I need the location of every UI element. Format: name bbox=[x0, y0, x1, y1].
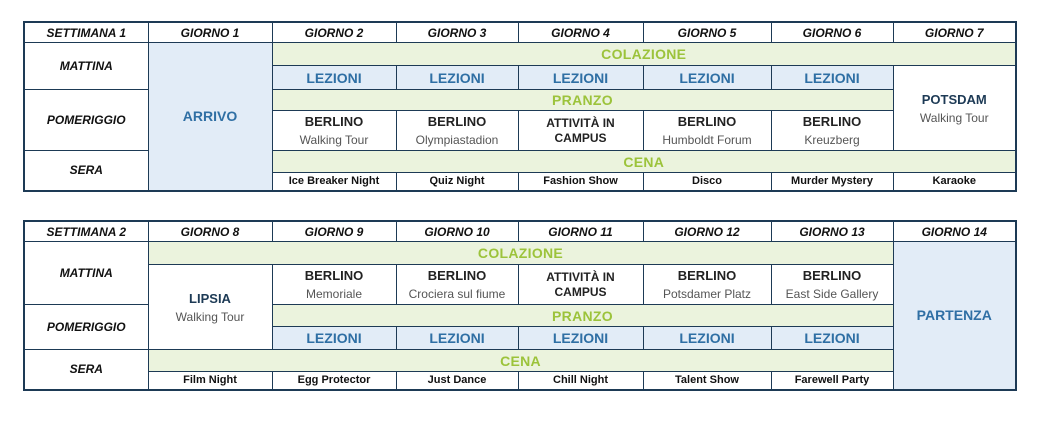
row-label-morning: MATTINA bbox=[24, 43, 148, 90]
day-header: GIORNO 7 bbox=[893, 22, 1016, 43]
day-header: GIORNO 6 bbox=[771, 22, 893, 43]
arrival-cell: ARRIVO bbox=[148, 43, 272, 191]
lessons-cell: LEZIONI bbox=[643, 66, 771, 90]
campus-activity-cell bbox=[518, 111, 643, 151]
activity-cell bbox=[272, 265, 396, 305]
week-label: SETTIMANA 2 bbox=[24, 221, 148, 242]
week-1-schedule-table bbox=[23, 21, 1017, 192]
activity-title-line-2: CAMPUS bbox=[554, 130, 607, 145]
activity-cell bbox=[643, 265, 771, 305]
activity-title: BERLINO bbox=[304, 113, 364, 129]
week-label: SETTIMANA 1 bbox=[24, 22, 148, 43]
activity-cell bbox=[771, 265, 893, 305]
week-2-schedule-table bbox=[23, 220, 1017, 391]
activity-title: BERLINO bbox=[427, 113, 487, 129]
activity-title: BERLINO bbox=[677, 267, 737, 283]
lessons-cell: LEZIONI bbox=[771, 66, 893, 90]
dinner-cell: CENA bbox=[148, 350, 893, 372]
lessons-cell: LEZIONI bbox=[396, 66, 518, 90]
day-header: GIORNO 2 bbox=[272, 22, 396, 43]
campus-activity-cell bbox=[518, 265, 643, 305]
evening-event-cell: Farewell Party bbox=[771, 372, 893, 390]
activity-title: BERLINO bbox=[802, 267, 862, 283]
activity-cell bbox=[396, 111, 518, 151]
day-header: GIORNO 13 bbox=[771, 221, 893, 242]
row-label-afternoon: POMERIGGIO bbox=[24, 90, 148, 151]
day-8-trip-cell bbox=[148, 265, 272, 350]
row-label-evening: SERA bbox=[24, 151, 148, 191]
evening-event-cell: Egg Protector bbox=[272, 372, 396, 390]
day-header: GIORNO 5 bbox=[643, 22, 771, 43]
evening-event-cell: Just Dance bbox=[396, 372, 518, 390]
lessons-cell: LEZIONI bbox=[643, 327, 771, 350]
evening-event-cell: Talent Show bbox=[643, 372, 771, 390]
lessons-cell: LEZIONI bbox=[272, 327, 396, 350]
lessons-cell: LEZIONI bbox=[518, 66, 643, 90]
lessons-cell: LEZIONI bbox=[518, 327, 643, 350]
trip-subtitle: Walking Tour bbox=[175, 309, 245, 324]
lunch-cell: PRANZO bbox=[272, 305, 893, 327]
evening-event-cell: Chill Night bbox=[518, 372, 643, 390]
activity-cell bbox=[643, 111, 771, 151]
activity-cell bbox=[396, 265, 518, 305]
row-label-morning: MATTINA bbox=[24, 242, 148, 305]
trip-subtitle: Walking Tour bbox=[919, 110, 989, 125]
activity-subtitle: Crociera sul fiume bbox=[408, 286, 506, 301]
activity-title: BERLINO bbox=[677, 113, 737, 129]
activity-title: BERLINO bbox=[304, 267, 364, 283]
evening-event-cell: Murder Mystery bbox=[771, 173, 893, 191]
week-2-header-row bbox=[24, 221, 1016, 242]
departure-cell: PARTENZA bbox=[893, 242, 1016, 390]
activity-title-line-2: CAMPUS bbox=[554, 284, 607, 299]
activity-subtitle: East Side Gallery bbox=[785, 286, 879, 301]
activity-subtitle: Memoriale bbox=[305, 286, 362, 301]
activity-title: ATTIVITÀ IN bbox=[546, 115, 615, 130]
day-header: GIORNO 10 bbox=[396, 221, 518, 242]
day-header: GIORNO 12 bbox=[643, 221, 771, 242]
lessons-cell: LEZIONI bbox=[396, 327, 518, 350]
lessons-cell: LEZIONI bbox=[771, 327, 893, 350]
day-header: GIORNO 1 bbox=[148, 22, 272, 43]
day-header: GIORNO 11 bbox=[518, 221, 643, 242]
activity-title: BERLINO bbox=[427, 267, 487, 283]
trip-title: POTSDAM bbox=[921, 91, 987, 107]
trip-title: LIPSIA bbox=[189, 290, 231, 306]
breakfast-cell: COLAZIONE bbox=[148, 242, 893, 265]
activity-subtitle: Kreuzberg bbox=[804, 132, 860, 147]
activity-title: ATTIVITÀ IN bbox=[546, 269, 615, 284]
activity-title: BERLINO bbox=[802, 113, 862, 129]
lunch-cell: PRANZO bbox=[272, 90, 893, 111]
evening-event-cell: Film Night bbox=[148, 372, 272, 390]
week-1-header-row bbox=[24, 22, 1016, 43]
day-header: GIORNO 3 bbox=[396, 22, 518, 43]
activity-subtitle: Potsdamer Platz bbox=[662, 286, 752, 301]
day-7-trip-cell bbox=[893, 66, 1016, 151]
breakfast-cell: COLAZIONE bbox=[272, 43, 1016, 66]
activity-cell bbox=[272, 111, 396, 151]
activity-subtitle: Humboldt Forum bbox=[662, 132, 752, 147]
activity-cell bbox=[771, 111, 893, 151]
day-header: GIORNO 14 bbox=[893, 221, 1016, 242]
evening-event-cell: Karaoke bbox=[893, 173, 1016, 191]
evening-event-cell: Disco bbox=[643, 173, 771, 191]
evening-event-cell: Fashion Show bbox=[518, 173, 643, 191]
lessons-cell: LEZIONI bbox=[272, 66, 396, 90]
activity-subtitle: Olympiastadion bbox=[415, 132, 499, 147]
day-header: GIORNO 8 bbox=[148, 221, 272, 242]
activity-subtitle: Walking Tour bbox=[299, 132, 369, 147]
evening-event-cell: Quiz Night bbox=[396, 173, 518, 191]
day-header: GIORNO 4 bbox=[518, 22, 643, 43]
dinner-cell: CENA bbox=[272, 151, 1016, 173]
row-label-evening: SERA bbox=[24, 350, 148, 390]
row-label-afternoon: POMERIGGIO bbox=[24, 305, 148, 350]
day-header: GIORNO 9 bbox=[272, 221, 396, 242]
evening-event-cell: Ice Breaker Night bbox=[272, 173, 396, 191]
